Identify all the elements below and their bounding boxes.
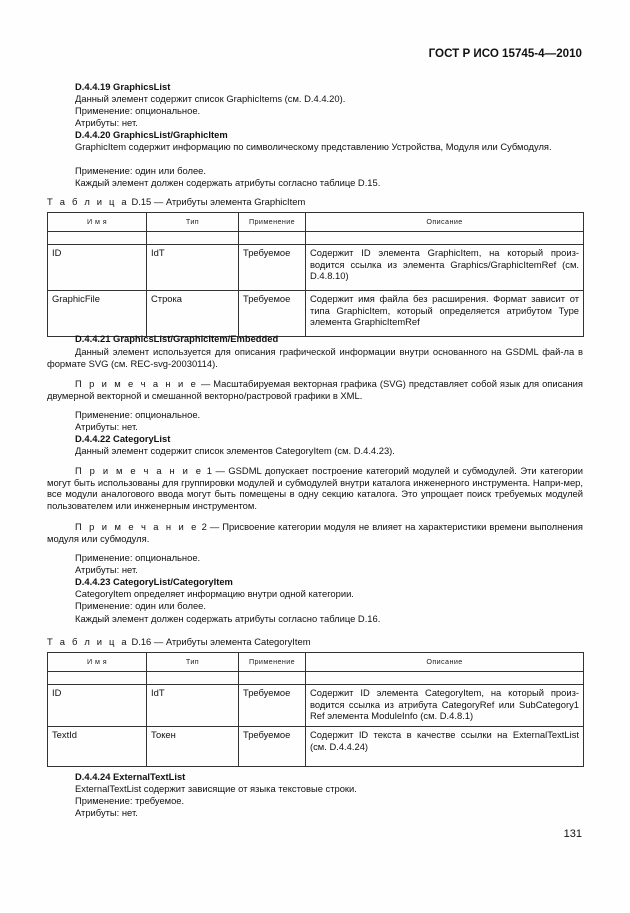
table-cell: Требуемое bbox=[239, 291, 306, 337]
column-header: Описание bbox=[306, 653, 584, 672]
paragraph: Атрибуты: нет. bbox=[75, 117, 138, 128]
table-spacer-row bbox=[48, 672, 584, 685]
paragraph: Данный элемент содержит список GraphicItems (см. D.4.4.20). bbox=[75, 93, 346, 104]
table-caption-text: D.15 — Атрибуты элемента GraphicItem bbox=[131, 196, 306, 207]
table-cell: Токен bbox=[147, 727, 239, 767]
paragraph: Каждый элемент должен содержать атрибуты согласно таблице D.16. bbox=[75, 613, 381, 624]
table-cell: ID bbox=[48, 685, 147, 727]
note-text: 1 — GSDML допускает построение категорий модулей и субмодулей. Эти категории могут быть использованы для группировки модулей и субмодулей внутри каталога инженерного инструмента. Напри-мер, все модули аналогового ввода могут быть помещены в одну секцию каталога. Это упрощает поиск требуемых модулей пользователем или инженерным инструментом. bbox=[47, 465, 583, 511]
table-cell: Содержит ID элемента GraphicItem, на который произ-водится ссылка из элемента Graphics/GraphicItemRef (см. D.4.8.10) bbox=[306, 245, 584, 291]
table-cell: ID bbox=[48, 245, 147, 291]
table-caption-label: Т а б л и ц а bbox=[47, 196, 129, 207]
table-cell: Требуемое bbox=[239, 685, 306, 727]
table-cell: TextId bbox=[48, 727, 147, 767]
table-cell: Содержит имя файла без расширения. Формат зависит от типа GraphicItem, который определяется атрибутом Type элемента GraphicItemRef bbox=[306, 291, 584, 337]
table-row bbox=[48, 245, 584, 291]
table-cell: IdT bbox=[147, 685, 239, 727]
note bbox=[47, 521, 583, 544]
table-cell: Содержит ID элемента CategoryItem, на который произ-водится ссылка из атрибута CategoryRef или SubCategory1 Ref элемента ModuleInfo (см. D.4.8.1) bbox=[306, 685, 584, 727]
table-d16 bbox=[47, 652, 584, 767]
paragraph: Применение: один или более. bbox=[75, 600, 207, 611]
table-header-row bbox=[48, 653, 584, 672]
paragraph: GraphicItem содержит информацию по символическому представлению Устройства, Модуля или Субмодуля. bbox=[75, 141, 552, 152]
paragraph: Данный элемент используется для описания графической информации внутри основанного на GSDML фай-ла в формате SVG (см. REC-svg-20030114). bbox=[47, 346, 583, 369]
section-heading-d4419: D.4.4.19 GraphicsList bbox=[75, 81, 171, 92]
section-heading-d4422: D.4.4.22 CategoryList bbox=[75, 433, 171, 444]
paragraph: Применение: требуемое. bbox=[75, 795, 185, 806]
table-cell: Строка bbox=[147, 291, 239, 337]
table-caption-label: Т а б л и ц а bbox=[47, 636, 129, 647]
page-number: 131 bbox=[563, 828, 582, 840]
table-row bbox=[48, 291, 584, 337]
table-caption bbox=[47, 636, 311, 648]
paragraph: Применение: опциональное. bbox=[75, 409, 201, 420]
section-heading-d4424: D.4.4.24 ExternalTextList bbox=[75, 771, 186, 782]
table-header-row bbox=[48, 213, 584, 232]
paragraph: Атрибуты: нет. bbox=[75, 421, 138, 432]
paragraph: Применение: один или более. bbox=[75, 165, 207, 176]
paragraph: Применение: опциональное. bbox=[75, 552, 201, 563]
table-cell: Требуемое bbox=[239, 727, 306, 767]
note-label: П р и м е ч а н и е bbox=[75, 521, 199, 532]
paragraph: Атрибуты: нет. bbox=[75, 564, 138, 575]
section-heading-d4423: D.4.4.23 CategoryList/CategoryItem bbox=[75, 576, 233, 587]
paragraph: Атрибуты: нет. bbox=[75, 807, 138, 818]
table-caption-text: D.16 — Атрибуты элемента CategoryItem bbox=[131, 636, 311, 647]
column-header: И м я bbox=[48, 653, 147, 672]
table-cell: Требуемое bbox=[239, 245, 306, 291]
section-heading-d4421: D.4.4.21 GraphicsList/GraphicItem/Embedded bbox=[75, 333, 279, 344]
table-d15 bbox=[47, 212, 584, 337]
table-cell: Содержит ID текста в качестве ссылки на ExternalTextList (см. D.4.4.24) bbox=[306, 727, 584, 767]
paragraph: CategoryItem определяет информацию внутри одной категории. bbox=[75, 588, 354, 599]
paragraph: Применение: опциональное. bbox=[75, 105, 201, 116]
column-header: Применение bbox=[239, 653, 306, 672]
table-caption bbox=[47, 196, 305, 208]
table-row bbox=[48, 685, 584, 727]
note-label: П р и м е ч а н и е bbox=[75, 378, 198, 389]
paragraph: ExternalTextList содержит зависящие от языка текстовые строки. bbox=[75, 783, 357, 794]
table-cell: GraphicFile bbox=[48, 291, 147, 337]
column-header: Тип bbox=[147, 213, 239, 232]
note-text: — Масштабируемая векторная графика (SVG) представляет собой язык для описания двумерной векторной и смешанной векторно/растровой графики в XML. bbox=[47, 378, 583, 401]
note-text: 2 — Присвоение категории модуля не влияет на характеристики времени выполнения модуля или субмодуля. bbox=[47, 521, 583, 544]
note-label: П р и м е ч а н и е bbox=[75, 465, 204, 476]
note bbox=[47, 465, 583, 511]
paragraph: Данный элемент содержит список элементов CategoryItem (см. D.4.4.23). bbox=[75, 445, 395, 456]
table-cell: IdT bbox=[147, 245, 239, 291]
column-header: Тип bbox=[147, 653, 239, 672]
note bbox=[47, 378, 583, 401]
table-row bbox=[48, 727, 584, 767]
paragraph: Каждый элемент должен содержать атрибуты согласно таблице D.15. bbox=[75, 177, 381, 188]
column-header: И м я bbox=[48, 213, 147, 232]
document-header: ГОСТ Р ИСО 15745-4—2010 bbox=[428, 47, 582, 60]
table-spacer-row bbox=[48, 232, 584, 245]
column-header: Применение bbox=[239, 213, 306, 232]
column-header: Описание bbox=[306, 213, 584, 232]
section-heading-d4420: D.4.4.20 GraphicsList/GraphicItem bbox=[75, 129, 228, 140]
